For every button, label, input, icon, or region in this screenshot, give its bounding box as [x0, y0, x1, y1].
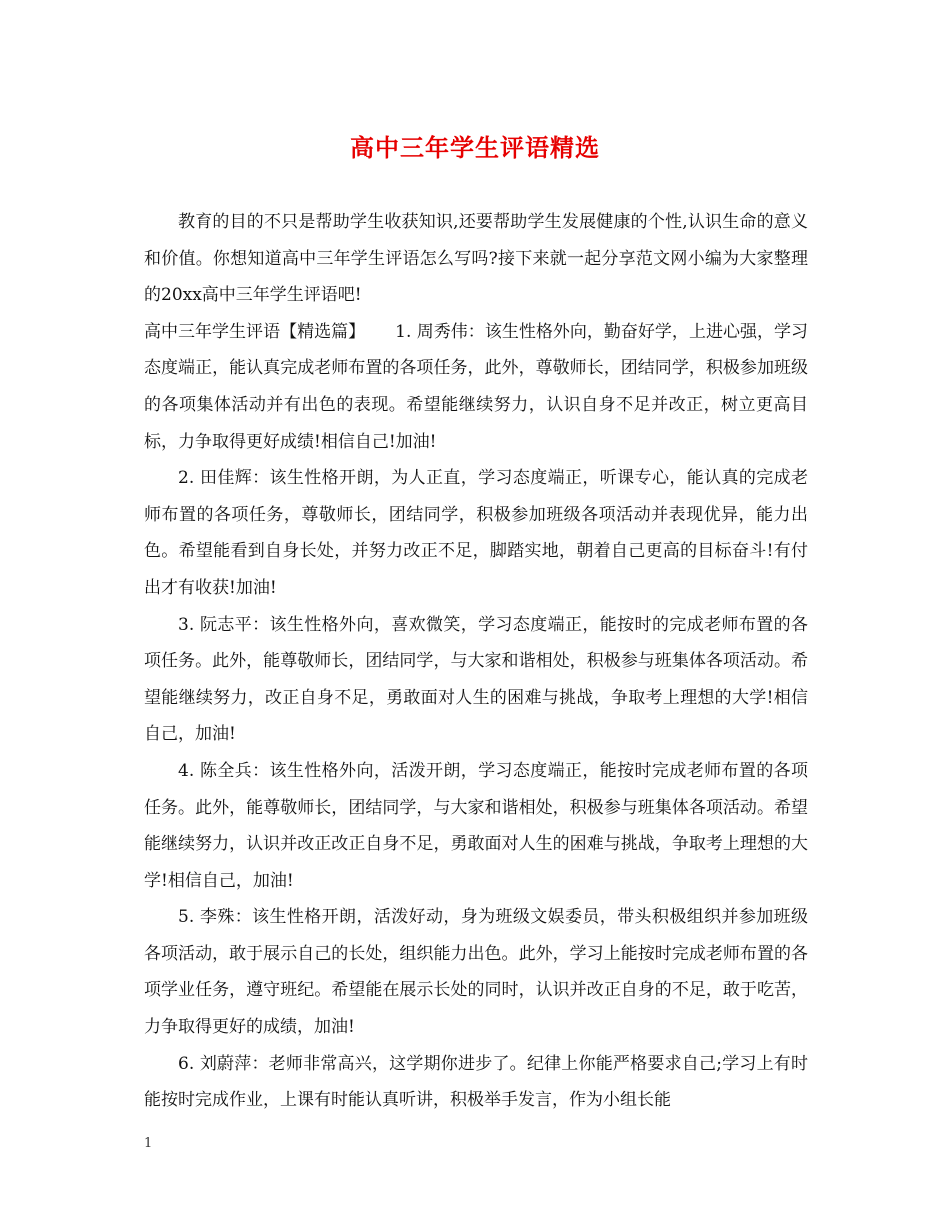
comment-paragraph-3: 3. 阮志平：该生性格外向，喜欢微笑，学习态度端正，能按时的完成老师布置的各项任务。此外，能尊敬师长，团结同学，与大家和谐相处，积极参与班集体各项活动。希望能继续努力，改正自身不足，勇敢面对人生的困难与挑战，争取考上理想的大学!相信自己，加油!: [144, 614, 808, 745]
comment-paragraph-5: 5. 李殊：该生性格开朗，活泼好动，身为班级文娱委员，带头积极组织并参加班级各项活动，敢于展示自己的长处，组织能力出色。此外，学习上能按时完成老师布置的各项学业任务，遵守班纪。希望能在展示长处的同时，认识并改正自身的不足，敢于吃苦，力争取得更好的成绩，加油!: [144, 907, 808, 1038]
comment-paragraph-2: 2. 田佳辉：该生性格开朗，为人正直，学习态度端正，听课专心，能认真的完成老师布置的各项任务，尊敬师长，团结同学，积极参加班级各项活动并表现优异，能力出色。希望能看到自身长处，并努力改正不足，脚踏实地，朝着自己更高的目标奋斗!有付出才有收获!加油!: [144, 468, 808, 598]
section-heading: 高中三年学生评语【精选篇】: [144, 321, 366, 342]
comment-text-1: 1. 周秀伟：该生性格外向，勤奋好学，上进心强，学习态度端正，能认真完成老师布置的各项任务，此外，尊敬师长，团结同学，积极参加班级的各项集体活动并有出色的表现。希望能继续努力，认识自身不足并改正，树立更高目标，力争取得更好成绩!相信自己!加油!: [144, 321, 809, 452]
comment-paragraph-1: [144, 314, 808, 460]
document-title: 高中三年学生评语精选: [350, 133, 600, 162]
intro-paragraph: 教育的目的不只是帮助学生收获知识,还要帮助学生发展健康的个性,认识生命的意义和价值。你想知道高中三年学生评语怎么写吗?接下来就一起分享范文网小编为大家整理的20xx高中三年学生评语吧!: [144, 212, 808, 306]
document-body: [144, 204, 808, 1119]
comment-paragraph-4: 4. 陈全兵：该生性格外向，活泼开朗，学习态度端正，能按时完成老师布置的各项任务。此外，能尊敬师长，团结同学，与大家和谐相处，积极参与班集体各项活动。希望能继续努力，认识并改正改正自身不足，勇敢面对人生的困难与挑战，争取考上理想的大学!相信自己，加油!: [144, 760, 808, 891]
page-number: 1: [144, 1136, 153, 1151]
comment-paragraph-6: 6. 刘蔚萍：老师非常高兴，这学期你进步了。纪律上你能严格要求自己;学习上有时能按时完成作业，上课有时能认真听讲，积极举手发言，作为小组长能: [144, 1053, 808, 1111]
